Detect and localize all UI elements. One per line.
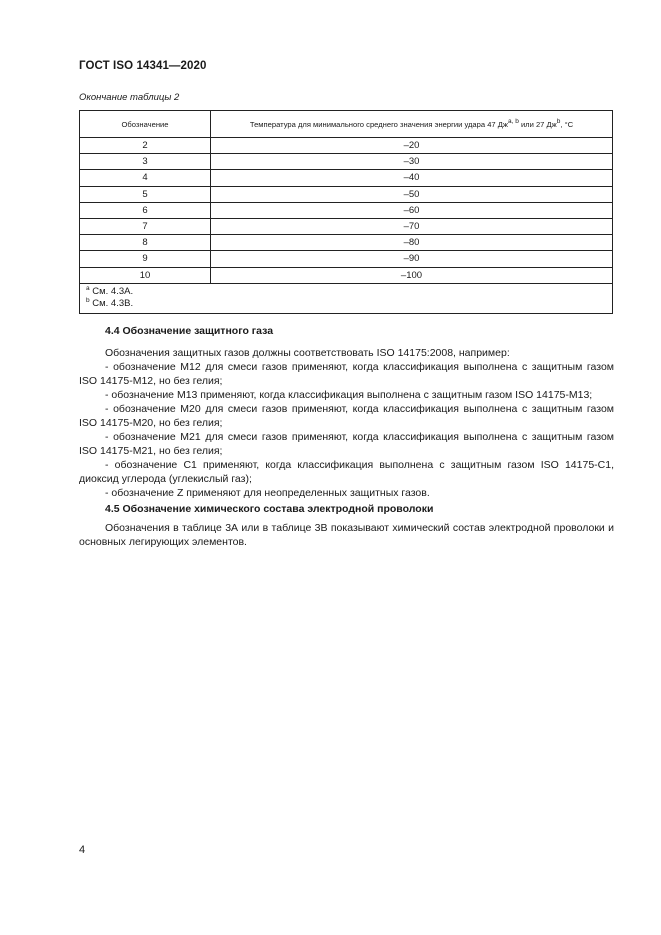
table-row [80,170,613,186]
section-4-5-title: 4.5 Обозначение химического состава электродной проволоки [105,503,434,515]
temperature-cell: –90 [211,251,613,267]
section-4-5-body [79,521,614,549]
temperature-cell: –100 [211,267,613,283]
table-row [80,267,613,283]
document-header: ГОСТ ISO 14341—2020 [79,60,207,72]
gas-item-m13: - обозначение М13 применяют, когда классификация выполнена с защитным газом ISO 14175-M13; [105,389,593,401]
table-row [80,202,613,218]
designation-cell: 9 [80,251,211,267]
footnote-a-text: См. 4.3А. [89,285,134,297]
col-header-temperature-mid: или 27 Дж [518,119,557,129]
designation-cell: 6 [80,202,211,218]
section-4-5-text: Обозначения в таблице 3А или в таблице 3В показывают химический состав электродной проволоки и основных легирующих элементов. [79,522,614,548]
footnote-ref-b: b [556,117,561,125]
designation-cell: 8 [80,235,211,251]
gas-item-z: - обозначение Z применяют для неопределенных защитных газов. [105,487,430,499]
gas-item-c1: - обозначение С1 применяют, когда классификация выполнена с защитным газом ISO 14175-C1, диоксид углерода (углекислый газ); [79,459,614,485]
designation-cell: 7 [80,218,211,234]
footnote-ref-ab: a, b [507,117,519,125]
temperature-cell: –80 [211,235,613,251]
designation-cell: 4 [80,170,211,186]
table-caption: Окончание таблицы 2 [79,92,180,103]
designation-cell: 5 [80,186,211,202]
table-header-row [80,111,613,138]
temperature-cell: –70 [211,218,613,234]
designation-cell: 3 [80,154,211,170]
temperature-cell: –40 [211,170,613,186]
col-header-temperature [211,111,613,138]
section-4-4-intro: Обозначения защитных газов должны соответствовать ISO 14175:2008, например: [105,347,510,359]
footnote-a [86,286,606,298]
page-number: 4 [79,844,86,856]
footnote-b [86,298,606,310]
table-footnotes [80,283,613,313]
table-row [80,218,613,234]
footnote-a-mark: a [86,284,90,292]
col-header-temperature-text: Температура для минимального среднего значения энергии удара 47 Дж [249,119,508,129]
table-row [80,235,613,251]
table-row [80,186,613,202]
col-header-designation: Обозначение [80,111,211,138]
temperature-cell: –60 [211,202,613,218]
table-row [80,154,613,170]
table-footnotes-row [80,283,613,313]
footnote-b-text: См. 4.3В. [89,297,134,309]
temperature-cell: –30 [211,154,613,170]
temperature-cell: –50 [211,186,613,202]
table-row [80,251,613,267]
col-header-temperature-unit: , °C [560,119,574,129]
designation-cell: 2 [80,138,211,154]
temperature-table [79,110,613,314]
gas-item-m21: - обозначение М21 для смеси газов применяют, когда классификация выполнена с защитным газом ISO 14175-M21, но без гелия; [79,431,614,457]
section-4-4-title: 4.4 Обозначение защитного газа [105,325,274,337]
designation-cell: 10 [80,267,211,283]
table-row [80,138,613,154]
section-4-4-body [79,346,614,500]
gas-item-m12: - обозначение М12 для смеси газов применяют, когда классификация выполнена с защитным газом ISO 14175-M12, но без гелия; [79,361,614,387]
temperature-cell: –20 [211,138,613,154]
footnote-b-mark: b [86,296,90,304]
gas-item-m20: - обозначение М20 для смеси газов применяют, когда классификация выполнена с защитным газом ISO 14175-M20, но без гелия; [79,403,614,429]
table-body [80,138,613,314]
